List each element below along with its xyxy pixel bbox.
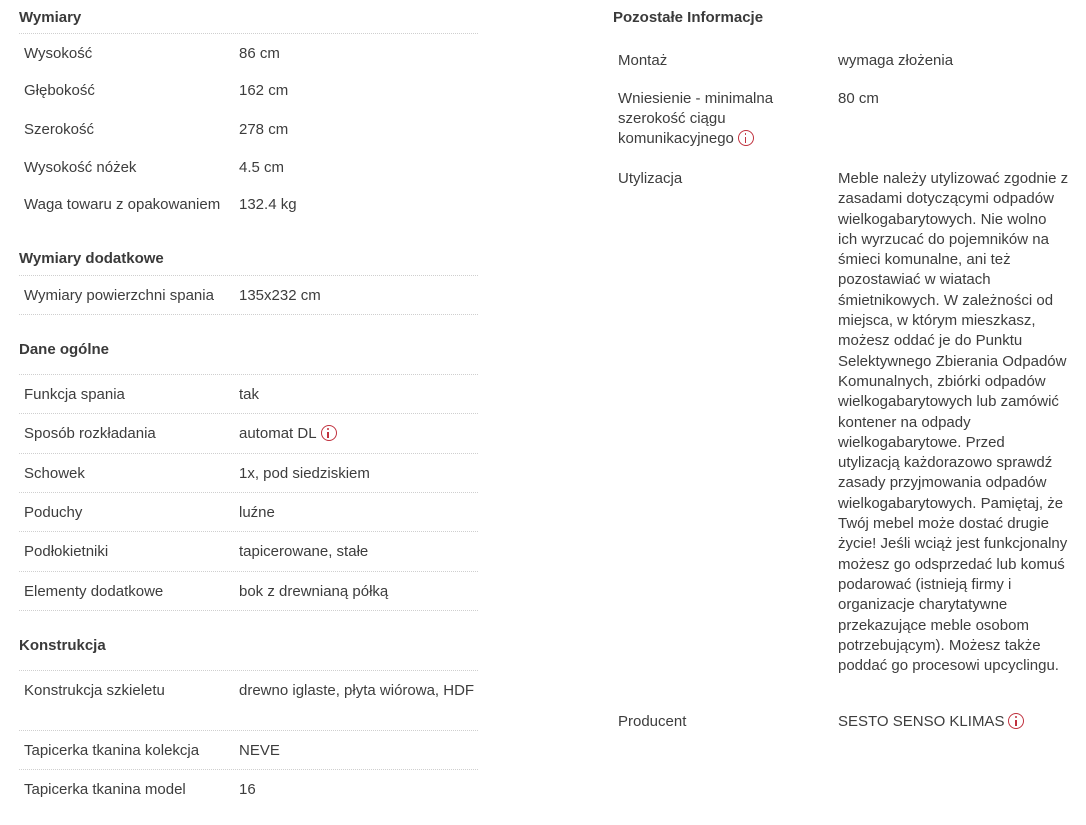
info-circle-icon[interactable] [321, 425, 337, 441]
spec-value: 135x232 cm [239, 287, 321, 304]
spec-label: Schowek [24, 465, 85, 482]
spec-value: 86 cm [239, 45, 280, 62]
spec-row [19, 769, 478, 807]
spec-label: Funkcja spania [24, 386, 125, 403]
spec-value-text: automat DL [239, 425, 317, 442]
spec-row [613, 33, 1073, 89]
spec-row [19, 149, 478, 187]
spec-value: 16 [239, 781, 256, 798]
section-title-konstrukcja: Konstrukcja [19, 637, 106, 654]
spec-label: Wysokość [24, 45, 93, 62]
spec-row [19, 453, 478, 492]
spec-label: Konstrukcja szkieletu [24, 682, 165, 699]
spec-label: Wysokość nóżek [24, 159, 137, 176]
spec-value: wymaga złożenia [838, 52, 954, 69]
spec-value: Meble należy utylizować zgodnie z zasadami dotyczącymi odpadów wielkogabarytowych. Nie wolno ich wyrzucać do pojemników na śmieci komunalne, ani też pozostawiać w wiatach śmietnikowych. W zależności od miejsca, w którym mieszkasz, możesz oddać je do Punktu Selektywnego Zbierania Odpadów Komunalnych, zbiórki odpadów wielkogabarytowych lub zamówić kontener na odpady wielkogabarytowe. Przed utylizacją każdorazowo sprawdź zasady przyjmowania odpadów wielkogabarytowych. Pamiętaj, że Twój mebel może dostać drugie życie! Jeśli wciąż jest funkcjonalny możesz go odsprzedać lub komuś podarować (istnieją firmy i organizacje charytatywne przekazujące meble osobom potrzebującym). Możesz także poddać go procesowi upcyclingu. [838, 170, 1069, 675]
spec-label: Szerokość [24, 121, 95, 138]
spec-row [613, 712, 1073, 752]
spec-value: 1x, pod siedziskiem [239, 465, 370, 482]
spec-value: 80 cm [838, 90, 879, 107]
spec-label: Waga towaru z opakowaniem [24, 196, 221, 213]
spec-row [19, 187, 478, 225]
spec-value [838, 712, 1073, 752]
spec-row [19, 374, 478, 413]
spec-label: Tapicerka tkanina model [24, 781, 186, 798]
spec-label: Sposób rozkładania [24, 425, 156, 442]
section-title-wymiary: Wymiary [19, 9, 82, 26]
section-dane-ogolne [19, 374, 478, 611]
spec-value: luźne [239, 504, 275, 521]
spec-value-text: SESTO SENSO KLIMAS [838, 713, 1005, 730]
spec-row [19, 571, 478, 611]
spec-row [19, 531, 478, 571]
spec-value: tak [239, 386, 260, 403]
spec-value: 162 cm [239, 82, 289, 99]
section-pozostale [613, 33, 1073, 752]
spec-row [19, 111, 478, 149]
spec-label: Wymiary powierzchni spania [24, 287, 214, 304]
spec-label: Elementy dodatkowe [24, 583, 164, 600]
info-circle-icon[interactable] [1008, 713, 1024, 729]
spec-label: Montaż [618, 52, 668, 69]
spec-value: bok z drewnianą półką [239, 583, 389, 600]
spec-label-text: Wniesienie - minimalna szerokość ciągu komunikacyjnego [618, 90, 774, 147]
spec-row [19, 730, 478, 769]
spec-row [613, 89, 1073, 169]
spec-value: NEVE [239, 742, 280, 759]
spec-label: Utylizacja [618, 170, 683, 187]
spec-label [613, 89, 838, 169]
spec-row [19, 670, 478, 730]
right-column [613, 0, 1073, 752]
spec-row [19, 492, 478, 531]
spec-value: tapicerowane, stałe [239, 543, 369, 560]
section-wymiary [19, 33, 478, 225]
spec-value: 4.5 cm [239, 159, 285, 176]
spec-label: Głębokość [24, 82, 95, 99]
spec-row [19, 413, 478, 453]
spec-value [239, 424, 478, 453]
section-title-pozostale: Pozostałe Informacje [613, 9, 764, 26]
section-title-dane-ogolne: Dane ogólne [19, 341, 110, 358]
spec-value: 278 cm [239, 121, 289, 138]
left-column [19, 0, 478, 807]
spec-value: 132.4 kg [239, 196, 297, 213]
spec-row [19, 275, 478, 315]
spec-value: drewno iglaste, płyta wiórowa, HDF [239, 682, 475, 699]
spec-label: Poduchy [24, 504, 83, 521]
spec-row [19, 72, 478, 111]
spec-label: Producent [618, 713, 687, 730]
info-circle-icon[interactable] [738, 130, 754, 146]
section-konstrukcja [19, 670, 478, 807]
section-wymiary-dodatkowe [19, 275, 478, 315]
spec-label: Tapicerka tkanina kolekcja [24, 742, 200, 759]
spec-label: Podłokietniki [24, 543, 109, 560]
section-title-wymiary-dodatkowe: Wymiary dodatkowe [19, 250, 164, 267]
spec-row [19, 33, 478, 72]
spec-row [613, 169, 1073, 712]
